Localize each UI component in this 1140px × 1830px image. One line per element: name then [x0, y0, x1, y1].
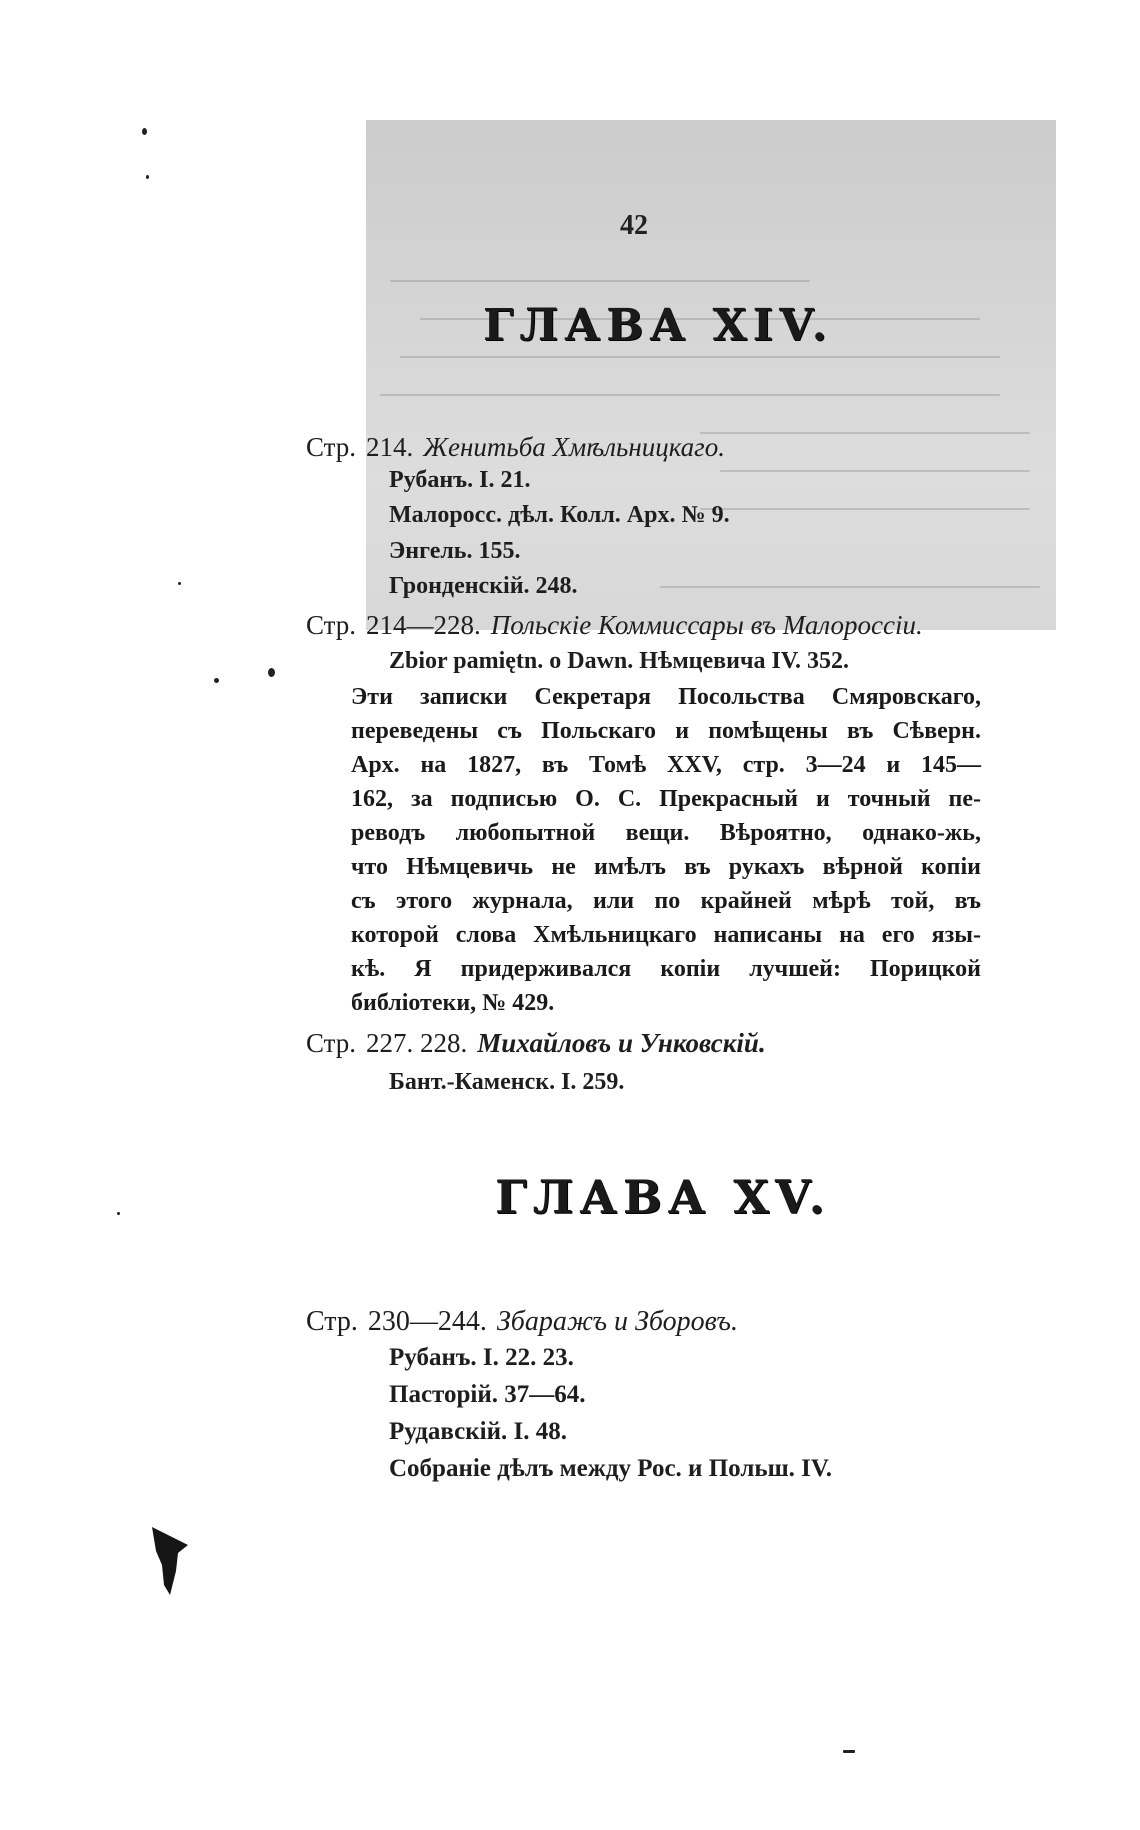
- entry-pages: 227. 228.: [366, 1028, 468, 1058]
- scan-speck: [268, 668, 275, 677]
- source-line: Пасторій. 37—64.: [389, 1381, 586, 1408]
- scan-speck: [146, 175, 149, 179]
- bleed-through-line: [720, 470, 1030, 472]
- bleed-through-line: [390, 280, 810, 282]
- chapter-title: ГЛАВА XV.: [495, 1170, 831, 1224]
- source-line: Рубанъ. I. 22. 23.: [389, 1344, 574, 1371]
- note-line: реводъ любопытной вещи. Вѣроятно, однако-жь,: [351, 820, 981, 846]
- source-line: Собраніе дѣлъ между Рос. и Польш. IV.: [389, 1455, 832, 1482]
- entry-label: Стр.: [306, 1028, 357, 1058]
- note-line: переведены съ Польскаго и помѣщены въ Сѣверн.: [351, 718, 981, 744]
- note-line: кѣ. Я придерживался копіи лучшей: Порицкой: [351, 956, 981, 982]
- entry-title: Женитьба Хмѣльницкаго.: [423, 432, 725, 462]
- entry-title: Збаражъ и Зборовъ.: [496, 1306, 738, 1337]
- entry-title: Михайловъ и Унковскій.: [477, 1028, 766, 1058]
- note-line: 162, за подписью О. С. Прекрасный и точный пе-: [351, 786, 981, 812]
- ink-blot: [148, 1525, 192, 1597]
- note-line: Арх. на 1827, въ Томѣ XXV, стр. 3—24 и 145—: [351, 752, 981, 778]
- entry-label: Стр.: [306, 1306, 358, 1337]
- bleed-through-line: [700, 432, 1030, 434]
- entry-label: Стр.: [306, 432, 357, 462]
- entry-pages: 214—228.: [366, 610, 481, 640]
- bleed-through-line: [380, 394, 1000, 396]
- bleed-through-line: [660, 586, 1040, 588]
- entry-title: Польскіе Коммиссары въ Малороссіи.: [490, 610, 923, 640]
- scan-speck: [178, 582, 181, 585]
- source-line: Гронденскій. 248.: [389, 573, 578, 599]
- note-line: которой слова Хмѣльницкаго написаны на его язы-: [351, 922, 981, 948]
- source-line: Энгель. 155.: [389, 538, 521, 564]
- note-line: что Нѣмцевичь не имѣлъ въ рукахъ вѣрной копіи: [351, 854, 981, 880]
- page-number: 42: [620, 210, 648, 241]
- entry-pages: 230—244.: [367, 1306, 487, 1337]
- note-line: Эти записки Секретаря Посольства Смяровскаго,: [351, 684, 981, 710]
- source-line: Zbior pamiętn. o Dawn. Нѣмцевича IV. 352.: [389, 648, 850, 674]
- entry-label: Стр.: [306, 610, 357, 640]
- source-line: Рубанъ. I. 21.: [389, 467, 531, 493]
- scan-speck: [117, 1212, 120, 1215]
- chapter-title: ГЛАВА XIV.: [483, 300, 833, 351]
- bleed-through-line: [700, 508, 1030, 510]
- entry-line: [306, 1028, 766, 1059]
- scan-speck: [843, 1750, 855, 1753]
- entry-line: [306, 1306, 738, 1338]
- scan-speck: [142, 128, 147, 135]
- bleed-through-line: [400, 356, 1000, 358]
- entry-line: [306, 432, 725, 463]
- source-line: Бант.-Каменск. I. 259.: [389, 1069, 625, 1095]
- scan-speck: [214, 678, 219, 683]
- entry-line: [306, 610, 923, 641]
- note-line: библіотеки, № 429.: [351, 990, 555, 1016]
- note-line: съ этого журнала, или по крайней мѣрѣ той, въ: [351, 888, 981, 914]
- entry-pages: 214.: [366, 432, 414, 462]
- source-line: Малоросс. дѣл. Колл. Арх. № 9.: [389, 502, 730, 528]
- source-line: Рудавскій. I. 48.: [389, 1418, 567, 1445]
